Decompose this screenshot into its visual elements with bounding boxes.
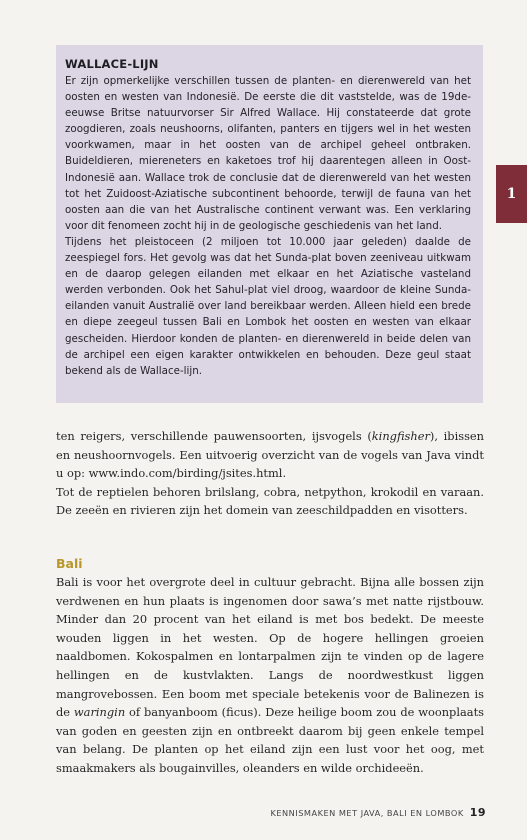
bali-text-part-2: of banyanboom (ficus). Deze heilige boom zou de woonplaats van goden en geesten zijn en ontbreekt daarom bij geen enkele tempel van belang. De planten op het eiland zijn een lust voor het oog, met smaakmakers als bougainvilles, oleanders en wilde orchideeën. [56, 705, 484, 775]
bali-paragraph [56, 573, 484, 778]
sidebox-paragraph-2: Tijdens het pleistoceen (2 miljoen tot 10.000 jaar geleden) daalde de zeespiegel fors. Het gevolg was dat het Sunda-plat boven zeeniveau uitkwam en de daarop gelegen eilanden met elkaar en het Aziatische vasteland werden verbonden. Ook het Sahul-plat viel droog, waardoor de kleine Sunda-eilanden vanuit Australië over land bereikbaar werden. Alleen hield een brede en diepe zeegeul tussen Bali en Lombok het oosten en westen van elkaar gescheiden. Hierdoor konden de planten- en dierenwereld in beide delen van de archipel een eigen karakter ontwikkelen en behouden. Deze geul staat bekend als de Wallace-lijn. [65, 235, 471, 377]
fauna-text-italic: kingfisher [371, 429, 430, 443]
chapter-tab [496, 165, 527, 223]
running-title: KENNISMAKEN MET JAVA, BALI EN LOMBOK [270, 808, 464, 818]
bali-heading: Bali [56, 556, 83, 571]
page-footer [271, 806, 486, 819]
wallace-line-sidebox [56, 45, 483, 403]
bali-text-part-1: Bali is voor het overgrote deel in cultuur gebracht. Bijna alle bossen zijn verdwenen en hun plaats is ingenomen door sawa’s met natte rijstbouw. Minder dan 20 procent van het eiland is met bos bedekt. De meeste wouden liggen in het westen. Op de hogere hellingen groeien naaldbomen. Kokospalmen en lontarpalmen zijn te vinden op de lagere hellingen en de kustvlakten. Langs de noordwestkust liggen mangrovebossen. Een boom met speciale betekenis voor de Balinezen is de [56, 575, 484, 720]
sidebox-title: WALLACE-LIJN [65, 57, 159, 71]
fauna-paragraph [56, 427, 484, 520]
fauna-text-part-1: ten reigers, verschillende pauwensoorten, ijsvogels ( [56, 429, 372, 443]
page-number: 19 [469, 806, 486, 819]
reptiles-text: Tot de reptielen behoren brilslang, cobra, netpython, krokodil en varaan. De zeeën en rivieren zijn het domein van zeeschildpadden en visotters. [56, 484, 484, 518]
chapter-number: 1 [506, 186, 517, 202]
bali-text-italic: waringin [73, 705, 126, 720]
sidebox-paragraph-1: Er zijn opmerkelijke verschillen tussen de planten- en dierenwereld van het oosten en westen van Indonesië. De eerste die dit vaststelde, was de 19de-eeuwse Britse natuurvorser Sir Alfred Wallace. Hij constateerde dat grote zoogdieren, zoals neushoorns, olifanten, panters en tijgers wel in het westen voorkwamen, maar in het oosten van de archipel geheel ontbraken. Buideldieren, miereneters en kaketoes trof hij daarentegen alleen in Oost-Indonesië aan. Wallace trok de conclusie dat de dierenwereld van het westen tot het Zuidoost-Aziatische subcontinent behoorde, terwijl de fauna van het oosten aan die van het Australische continent verwant was. Een verklaring voor dit fenomeen zocht hij in de geologische geschiedenis van het land. [65, 75, 471, 232]
fauna-text-part-2: ), ibissen en neushoornvogels. Een uitvoerig overzicht van de vogels van Java vindt u op: www.indo.com/birding/jsites.html. [56, 429, 484, 481]
